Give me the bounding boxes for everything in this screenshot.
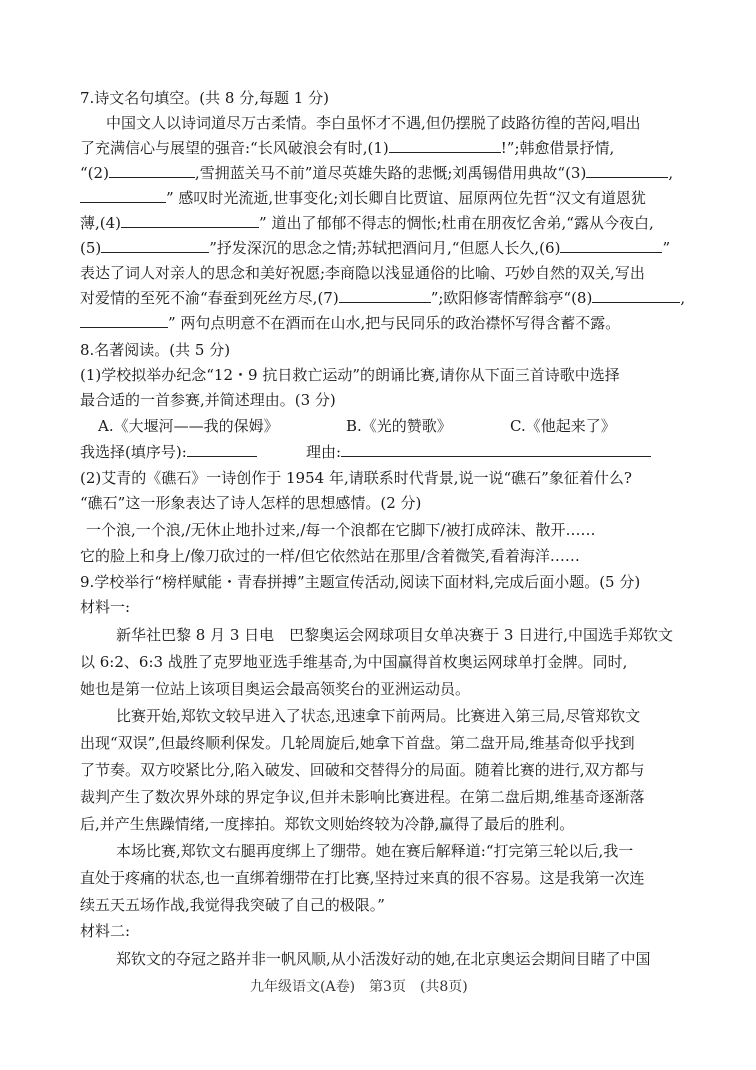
material1-line: 新华社巴黎 8 月 3 日电 巴黎奥运会网球项目女单决赛于 3 日进行,中国选手郑钦文 <box>116 626 674 644</box>
q8-option-b: B.《光的赞歌》 <box>346 417 452 435</box>
q8-part2: “礁石”这一形象表达了诗人怎样的思想感情。(2 分) <box>80 494 422 512</box>
material2-label: 材料二: <box>80 922 131 940</box>
material1-line: 出现“双误”,但最终顺利保发。几轮周旋后,她拿下首盘。第二盘开局,维基奇似乎找到 <box>80 734 635 752</box>
q7-text: (5) <box>80 239 102 257</box>
q7-line <box>80 213 654 233</box>
answer-blank-2[interactable] <box>109 163 195 178</box>
answer-blank-1[interactable] <box>389 138 501 153</box>
material1-line: 直处于疼痛的状态,也一直绑着绷带在打比赛,坚持过来真的很不容易。这是我第一次连 <box>80 869 645 887</box>
poem-line: 一个浪,一个浪,/无休止地扑过来,/每一个浪都在它脚下/被打成碎沫、散开…… <box>86 521 596 539</box>
q7-text: ” 两句点明意不在酒而在山水,把与民同乐的政治襟怀写得含蓄不露。 <box>168 314 621 332</box>
material1-line: 了节奏。双方咬紧比分,陷入破发、回破和交替得分的局面。随着比赛的进行,双方都与 <box>80 761 645 779</box>
poem-line: 它的脸上和身上/像刀砍过的一样/但它依然站在那里/含着微笑,看着海洋…… <box>80 547 580 565</box>
q7-text: 薄,(4) <box>80 214 122 232</box>
answer-blank-8a[interactable] <box>592 288 680 303</box>
q7-line <box>80 188 646 208</box>
material1-line: 后,并产生焦躁情绪,一度摔拍。郑钦文则始终较为冷静,赢得了最后的胜利。 <box>80 815 575 833</box>
material1-line: 裁判产生了数次界外球的界定争议,但并未影响比赛进程。在第二盘后期,维基奇逐渐落 <box>80 788 645 806</box>
choice-blank[interactable] <box>187 442 257 457</box>
q9-heading: 9.学校举行“榜样赋能・青春拼搏”主题宣传活动,阅读下面材料,完成后面小题。(5 分) <box>80 573 641 591</box>
q7-text: !”;韩愈借景抒情, <box>500 139 615 157</box>
q7-line <box>80 288 685 308</box>
material1-line: 比赛开始,郑钦文较早进入了状态,迅速拿下前两局。比赛进入第三局,尽管郑钦文 <box>116 707 641 725</box>
q7-line <box>80 238 670 258</box>
q7-text: ” 道出了郁郁不得志的惆怅;杜甫在朋夜忆舍弟,“露从今夜白, <box>259 214 654 232</box>
q8-part2: (2)艾青的《礁石》一诗创作于 1954 年,请联系时代背景,说一说“礁石”象征着什么? <box>80 469 632 487</box>
q8-part1: 最合适的一首参赛,并简述理由。(3 分) <box>80 391 336 409</box>
answer-blank-8b[interactable] <box>80 313 168 328</box>
q7-text: ,雪拥蓝关马不前”道尽英雄失路的悲慨;刘禹锡借用典故“(3) <box>194 164 587 182</box>
q8-heading: 8.名著阅读。(共 5 分) <box>80 341 231 359</box>
q7-heading: 7.诗文名句填空。(共 8 分,每题 1 分) <box>80 89 329 107</box>
material1-line: 她也是第一位站上该项目奥运会最高领奖台的亚洲运动员。 <box>80 680 471 698</box>
q7-text: , <box>680 289 686 307</box>
q7-line: 表达了词人对亲人的思念和美好祝愿;李商隐以浅显通俗的比喻、巧妙自然的双关,写出 <box>80 264 645 282</box>
choose-label: 我选择(填序号): <box>80 443 187 461</box>
q8-option-c: C.《他起来了》 <box>510 417 616 435</box>
q7-line <box>80 313 620 333</box>
answer-blank-5[interactable] <box>101 238 209 253</box>
material1-line: 以 6:2、6:3 战胜了克罗地亚选手维基奇,为中国赢得首枚奥运网球单打金牌。同时, <box>80 653 628 671</box>
q8-reason-row <box>306 442 651 462</box>
material2-line: 郑钦文的夺冠之路并非一帆风顺,从小活泼好动的她,在北京奥运会期间目睹了中国 <box>116 950 651 968</box>
answer-blank-6[interactable] <box>560 238 662 253</box>
q8-option-a: A.《大堰河——我的保姆》 <box>98 417 279 435</box>
q7-text: ”抒发深沉的思念之情;苏轼把酒问月,“但愿人长久,(6) <box>209 239 561 257</box>
q7-line <box>80 163 673 183</box>
q7-line: 中国文人以诗词道尽万古柔情。李白虽怀才不遇,但仍摆脱了歧路彷徨的苦闷,唱出 <box>106 114 641 132</box>
q7-line <box>80 138 614 158</box>
material1-line: 续五天五场作战,我觉得我突破了自己的极限。” <box>80 896 385 914</box>
answer-blank-3a[interactable] <box>586 163 668 178</box>
material1-label: 材料一: <box>80 598 131 616</box>
page-footer: 九年级语文(A卷) 第3页 (共8页) <box>250 979 468 995</box>
q7-text: 了充满信心与展望的强音:“长风破浪会有时,(1) <box>80 139 389 157</box>
q7-text: “(2) <box>80 164 109 182</box>
q7-text: ” <box>662 239 671 257</box>
q7-text: , <box>668 164 674 182</box>
answer-blank-4[interactable] <box>121 213 259 228</box>
q7-text: ” 感叹时光流逝,世事变化;刘长卿自比贾谊、屈原两位先哲“汉文有道恩犹 <box>166 189 646 207</box>
q8-part1: (1)学校拟举办纪念“12・9 抗日救亡运动”的朗诵比赛,请你从下面三首诗歌中选择 <box>80 366 620 384</box>
q8-answer-row <box>80 442 257 462</box>
reason-label: 理由: <box>306 443 342 461</box>
answer-blank-3b[interactable] <box>80 188 166 203</box>
answer-blank-7[interactable] <box>339 288 431 303</box>
q7-text: ”;欧阳修寄情醉翁亭“(8) <box>430 289 593 307</box>
material1-line: 本场比赛,郑钦文右腿再度绑上了绷带。她在赛后解释道:“打完第三轮以后,我一 <box>116 842 634 860</box>
reason-blank[interactable] <box>341 442 651 457</box>
q7-text: 对爱情的至死不渝“春蚕到死丝方尽,(7) <box>80 289 339 307</box>
